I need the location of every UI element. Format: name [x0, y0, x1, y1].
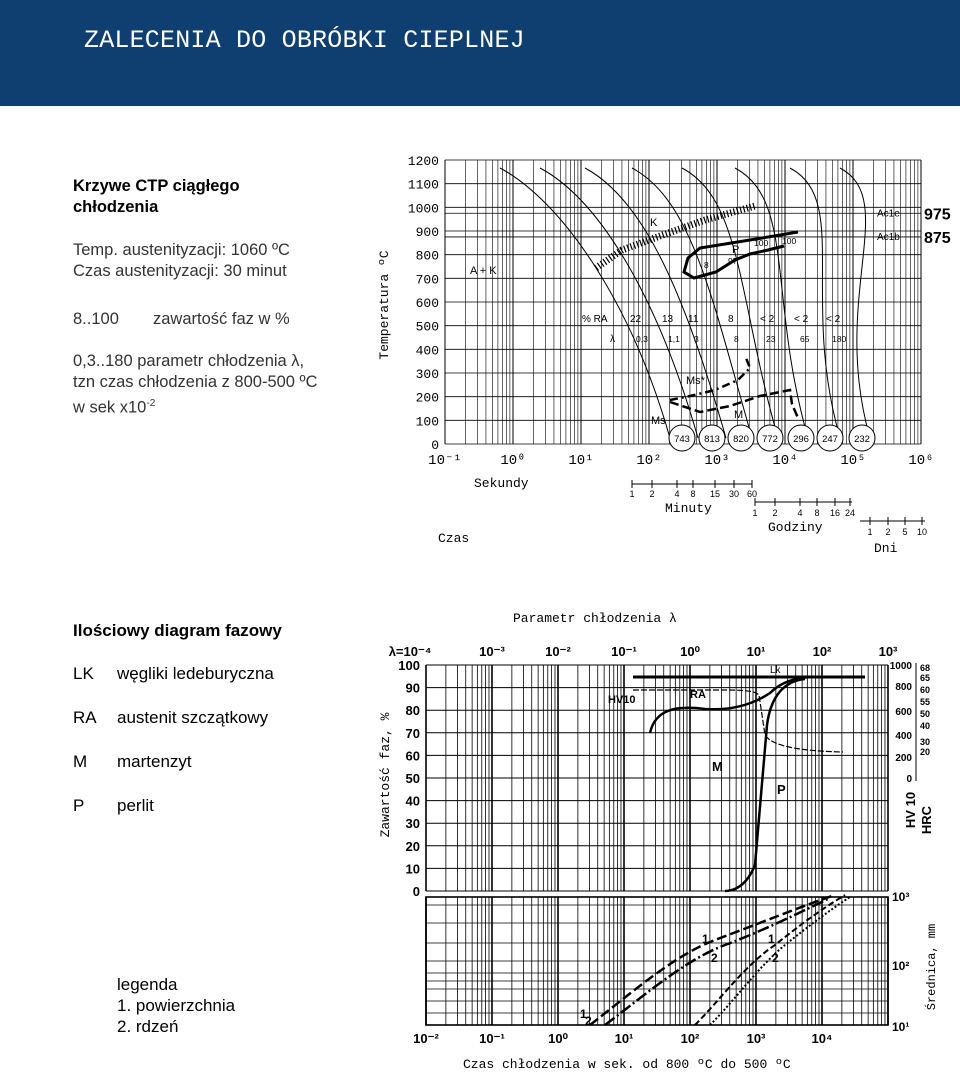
- ph-hrc-label: HRC: [919, 805, 934, 835]
- ctp-godziny-tick: 1: [752, 508, 758, 518]
- ph-lower-y-tick: 10³: [892, 890, 910, 904]
- ph-series-label: 1: [580, 1007, 587, 1021]
- ctp-dni-label: Dni: [874, 541, 898, 556]
- ctp-cooling-curve: [540, 168, 698, 438]
- ctp-labels: [377, 154, 951, 556]
- ctp-title-line2: chłodzenia: [73, 198, 159, 216]
- ph-hv-tick: 600: [895, 707, 912, 718]
- ph-series-label: 2: [585, 1014, 592, 1028]
- ctp-dni-tick: 1: [867, 527, 873, 537]
- legend-abbr: P: [73, 796, 85, 815]
- ctp-p-value: 97: [728, 256, 738, 266]
- ph-lambda-tick: 10⁰: [680, 644, 700, 659]
- ctp-ra-value: 13: [662, 314, 674, 325]
- ctp-godziny-tick: 16: [829, 508, 841, 518]
- ctp-region-m: M: [734, 409, 744, 421]
- ctp-godziny-label: Godziny: [768, 520, 823, 535]
- ctp-godziny-tick: 8: [814, 508, 820, 518]
- ctp-lambda-label: λ: [610, 334, 615, 345]
- ctp-title-line1: Krzywe CTP ciągłego: [73, 177, 240, 195]
- ctp-ra-value: < 2: [794, 314, 809, 325]
- ph-hrc-tick: 60: [920, 685, 931, 695]
- ctp-ra-value: 11: [688, 314, 699, 325]
- ctp-ra-value: 22: [630, 314, 642, 325]
- ph-series-label: 1: [702, 932, 709, 946]
- ph-y-tick: 0: [412, 884, 420, 899]
- ph-series-label: 1: [768, 932, 775, 946]
- param-line2: tzn czas chłodzenia z 800-500 ºC: [73, 373, 318, 391]
- ctp-y-tick: 300: [415, 367, 439, 382]
- phase-title: Ilościowy diagram fazowy: [73, 621, 282, 640]
- legend-abbr: M: [73, 752, 88, 771]
- ctp-y-tick: 700: [415, 272, 439, 288]
- ctp-lambda-value: 23: [766, 334, 776, 344]
- ctp-minuty-tick: 4: [674, 489, 680, 499]
- ctp-cooling-curve: [585, 168, 726, 438]
- ph-lower-x-tick: 10⁻²: [413, 1031, 439, 1046]
- ctp-y-tick: 1100: [407, 177, 439, 193]
- ph-title: Parametr chłodzenia λ: [513, 611, 677, 626]
- ctp-hardness-value: 232: [854, 434, 870, 445]
- ph-hv-tick: 800: [895, 682, 912, 693]
- ph-hv-tick: 200: [895, 753, 912, 764]
- ctp-region-ms-star: Ms*: [686, 375, 705, 387]
- ctp-xlabel: Czas: [438, 531, 470, 546]
- param-exp: -2: [146, 398, 156, 409]
- legend-item-2: 2. rdzeń: [117, 1017, 179, 1036]
- ctp-y-tick: 200: [415, 390, 439, 406]
- legend-row: [73, 752, 353, 774]
- legend-desc: martenzyt: [117, 752, 192, 771]
- legend-abbr: RA: [73, 708, 97, 727]
- phase-grid: [426, 663, 916, 1025]
- ctp-lambda-value: 3: [694, 334, 699, 344]
- ctp-godziny-tick: 2: [772, 508, 778, 518]
- ctp-x-tick: 10⁻¹: [428, 453, 462, 469]
- ctp-y-tick: 100: [415, 414, 439, 430]
- ph-ylabel: Zawartość faz, %: [378, 712, 393, 838]
- ctp-x-tick: 10¹: [568, 453, 594, 469]
- ph-hrc-tick: 20: [920, 747, 931, 757]
- ph-hrc-tick: 40: [920, 721, 931, 731]
- ctp-hardness-value: 813: [704, 434, 720, 445]
- ctp-region-k: K: [650, 217, 658, 229]
- ctp-hardness-value: 772: [762, 434, 778, 445]
- ctp-y-tick: 900: [415, 225, 439, 240]
- ph-hrc-tick: 55: [920, 697, 931, 707]
- ph-lower-y-tick: 10²: [892, 959, 910, 973]
- legend-item-1: 1. powierzchnia: [117, 996, 236, 1015]
- ph-lower-x-tick: 10³: [746, 1031, 766, 1046]
- ctp-dni-tick: 5: [902, 527, 908, 537]
- ctp-cooling-curve: [632, 168, 752, 438]
- ctp-x-tick: 10³: [704, 453, 730, 469]
- ph-y-tick: 30: [405, 816, 420, 832]
- ctp-minuty-label: Minuty: [665, 501, 712, 516]
- ctp-minuty-tick: 60: [746, 489, 758, 499]
- legend-abbr: LK: [73, 664, 94, 683]
- ctp-minuty-tick: 2: [649, 489, 655, 499]
- ph-lambda-tick: 10⁻²: [545, 644, 571, 659]
- ph-y-tick: 20: [405, 838, 420, 854]
- ctp-ra-value: 8: [728, 314, 734, 325]
- ctp-ac1b-label: Ac1b: [877, 231, 900, 243]
- ctp-x-tick: 10⁶: [908, 453, 934, 469]
- ctp-lambda-value: 8: [734, 334, 739, 344]
- ctp-region-ak: A + K: [470, 265, 497, 277]
- ctp-y-tick: 0: [431, 438, 439, 453]
- ph-hv10-curve: [650, 677, 815, 733]
- ph-hrc-tick: 65: [920, 673, 931, 683]
- ph-lambda-tick: 10³: [878, 644, 898, 659]
- param-line1: 0,3..180 parametr chłodzenia λ,: [73, 352, 305, 370]
- ctp-y-tick: 800: [415, 248, 439, 264]
- ctp-ac1e-value: 975: [924, 206, 951, 224]
- ctp-minuty-tick: 30: [728, 489, 740, 499]
- ctp-lambda-value: 0,3: [636, 334, 648, 344]
- ctp-ra-value: < 2: [826, 314, 841, 325]
- ph-hv-tick: 400: [895, 731, 912, 742]
- ctp-godziny-tick: 4: [797, 508, 803, 518]
- ph-y-tick: 50: [405, 771, 420, 786]
- ctp-y-tick: 1000: [407, 201, 439, 217]
- ctp-lambda-value: 1,1: [668, 334, 680, 344]
- ph-label-p: P: [777, 782, 786, 797]
- ctp-ms-star-curve: [670, 358, 750, 400]
- ph-lambda-tick: 10⁻¹: [611, 644, 637, 659]
- legend-row: [73, 796, 353, 818]
- ph-lambda-tick: λ=10⁻⁴: [388, 644, 432, 659]
- ctp-x-tick: 10⁴: [772, 453, 798, 469]
- param-desc: [73, 351, 318, 419]
- ph-lower-x-tick: 10²: [680, 1031, 700, 1046]
- ph-label-ra: RA: [690, 689, 706, 701]
- range-row: [73, 309, 373, 330]
- ctp-x-tick: 10⁵: [840, 453, 866, 469]
- ph-label-hv10: HV10: [608, 694, 636, 706]
- ctp-grid: [445, 160, 925, 525]
- ctp-p-value: 100: [754, 238, 769, 248]
- time-line: Czas austenityzacji: 30 minut: [73, 262, 287, 280]
- page-header: [0, 0, 960, 106]
- legend-desc: austenit szczątkowy: [117, 708, 269, 727]
- ctp-ra-label: % RA: [582, 314, 608, 325]
- temp-line: Temp. austenityzacji: 1060 ºC: [73, 241, 290, 259]
- ph-hrc-tick: 50: [920, 709, 931, 719]
- ctp-minuty-tick: 8: [690, 489, 696, 499]
- ctp-austenitization: [73, 240, 290, 282]
- ctp-hardness-value: 743: [674, 434, 690, 445]
- ctp-region-ms: Ms: [651, 415, 666, 427]
- ctp-hardness-value: 820: [733, 434, 749, 445]
- ctp-region-p: P: [732, 244, 740, 256]
- ph-lambda-tick: 10¹: [746, 644, 766, 659]
- ph-y-tick: 10: [405, 861, 420, 877]
- ph-lower-x-tick: 10⁻¹: [479, 1031, 505, 1046]
- ctp-cooling-curve: [735, 168, 808, 438]
- ctp-sekundy-label: Sekundy: [474, 476, 529, 491]
- range-desc: zawartość faz w %: [153, 310, 290, 328]
- ph-lambda-tick: 10⁻³: [479, 644, 505, 659]
- range-label: 8..100: [73, 310, 119, 328]
- legend-title: legenda: [117, 975, 178, 994]
- legend-desc: węgliki ledeburyczna: [117, 664, 274, 683]
- ctp-lambda-value: 65: [800, 334, 810, 344]
- ctp-title: [73, 176, 240, 218]
- ctp-ac1e-label: Ac1e: [877, 208, 900, 220]
- ctp-hardness-value: 296: [793, 434, 809, 445]
- ph-lower-x-tick: 10⁴: [811, 1031, 833, 1046]
- legend-row: [73, 708, 353, 730]
- ph-y-tick: 40: [405, 793, 420, 809]
- page-title: ZALECENIA DO OBRÓBKI CIEPLNEJ: [84, 26, 525, 55]
- ctp-p-value: 8: [704, 260, 709, 270]
- ctp-minuty-tick: 1: [629, 489, 635, 499]
- ph-hrc-tick: 68: [920, 663, 931, 673]
- ctp-p-value: 100: [782, 236, 797, 246]
- ph-lower-y-tick: 10¹: [892, 1020, 910, 1034]
- ph-y-tick: 100: [398, 658, 420, 673]
- phase-chart: [375, 605, 960, 1078]
- ph-lambda-tick: 10²: [812, 644, 832, 659]
- ph-p-curve: [725, 679, 805, 891]
- ctp-chart: [370, 150, 960, 560]
- ctp-godziny-tick: 24: [844, 508, 856, 518]
- ctp-ra-value: < 2: [760, 314, 775, 325]
- legend-row: [73, 664, 353, 686]
- ctp-y-tick: 600: [415, 296, 439, 311]
- ph-y-tick: 80: [405, 703, 420, 719]
- ctp-cooling-curve: [840, 168, 870, 438]
- ph-hv-tick: 0: [906, 774, 912, 785]
- ph-y-tick: 90: [405, 680, 420, 696]
- ctp-minuty-tick: 15: [709, 489, 721, 499]
- ph-xlabel: Czas chłodzenia w sek. od 800 ºC do 500 ºC: [463, 1057, 791, 1072]
- ctp-ylabel: Temperatura ºC: [377, 250, 392, 360]
- ctp-dni-tick: 2: [885, 527, 891, 537]
- ctp-y-tick: 1200: [407, 154, 439, 169]
- legend-desc: perlit: [117, 796, 154, 815]
- phase-labels: [378, 611, 939, 1072]
- ph-hrc-tick: 30: [920, 737, 931, 747]
- ctp-cooling-curve: [500, 168, 670, 438]
- ph-y-tick: 60: [405, 748, 420, 764]
- ctp-y-tick: 400: [415, 343, 439, 359]
- ctp-x-tick: 10²: [636, 453, 662, 469]
- ph-series-label: 2: [772, 951, 779, 965]
- ctp-y-tick: 500: [415, 319, 439, 335]
- ph-hv-label: HV 10: [903, 791, 918, 829]
- ph-y-tick: 70: [405, 725, 420, 741]
- ph-label-lk: Lk: [770, 665, 781, 676]
- ph-lower-ylabel: Średnica, mm: [925, 923, 939, 1011]
- line-legend: [117, 974, 235, 1037]
- phase-legend: [73, 664, 353, 834]
- ctp-ac1b-value: 875: [924, 229, 951, 247]
- ph-lower-x-tick: 10⁰: [548, 1031, 568, 1046]
- ph-lower-x-tick: 10¹: [614, 1031, 634, 1046]
- ph-hv-tick: 1000: [889, 661, 912, 672]
- ph-series-label: 2: [711, 951, 718, 965]
- ph-label-m: M: [712, 759, 723, 774]
- ctp-dni-tick: 10: [916, 527, 928, 537]
- ctp-hardness-value: 247: [822, 434, 838, 445]
- ctp-x-tick: 10⁰: [500, 453, 526, 469]
- ctp-lambda-value: 180: [832, 334, 847, 344]
- param-line3: w sek x10: [73, 398, 147, 417]
